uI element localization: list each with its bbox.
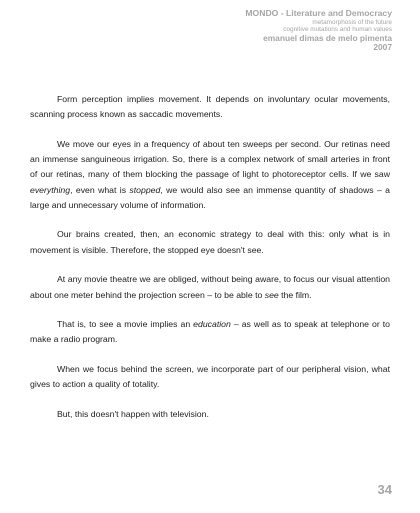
paragraph-7-text: But, this doesn't happen with television. bbox=[57, 409, 209, 420]
header-author: emanuel dimas de melo pimenta bbox=[263, 32, 392, 43]
header-subtitle-1: metamorphosis of the future bbox=[312, 18, 392, 26]
page-number: 34 bbox=[377, 482, 392, 497]
paragraph-4-emphasis: see bbox=[264, 289, 279, 300]
paragraph-1 bbox=[30, 92, 390, 122]
paragraph-2-text-b: , even what is bbox=[70, 184, 130, 195]
body-text bbox=[30, 92, 390, 422]
header-subtitle-2: cognitive mutations and human values bbox=[283, 26, 392, 34]
paragraph-5-text-a: That is, to see a movie implies an bbox=[57, 319, 194, 330]
header-year: 2007 bbox=[373, 42, 392, 53]
header-title: MONDO - Literature and Democracy bbox=[245, 8, 392, 18]
paragraph-2-text-c: , we would also see an immense quantity of shadows – a large and unnecessary volume of information. bbox=[30, 184, 390, 210]
paragraph-2-emphasis-1: everything bbox=[30, 184, 71, 195]
running-header bbox=[245, 9, 392, 53]
paragraph-5-emphasis: education bbox=[193, 319, 231, 330]
paragraph-2-text-a: We move our eyes in a frequency of about ten sweeps per second. Our retinas need an immense sanguineous irrigation. So, there is a complex network of small arteries in front of our retinas, many of them blocking the passage of light to photoreceptor cells. If we saw bbox=[30, 138, 390, 180]
paragraph-4-text-a: At any movie theatre we are obliged, without being aware, to focus our visual attention about one meter behind the projection screen – to be able to bbox=[30, 274, 390, 300]
paragraph-2-emphasis-2: stopped bbox=[129, 184, 161, 195]
paragraph-6 bbox=[30, 362, 390, 392]
paragraph-4-text-b: the film. bbox=[278, 289, 312, 300]
paragraph-3 bbox=[30, 227, 390, 257]
paragraph-7 bbox=[30, 407, 390, 422]
paragraph-5-text-b: – as well as to speak at telephone or to make a radio program. bbox=[30, 319, 390, 345]
paragraph-2 bbox=[30, 137, 390, 213]
paragraph-3-text: Our brains created, then, an economic strategy to deal with this: only what is in movement is visible. Therefore, the stopped eye doesn't see. bbox=[30, 229, 390, 255]
paragraph-4 bbox=[30, 272, 390, 302]
paragraph-5 bbox=[30, 317, 390, 347]
paragraph-6-text: When we focus behind the screen, we incorporate part of our peripheral vision, what gives to action a quality of totality. bbox=[30, 364, 390, 390]
paragraph-1-text: Form perception implies movement. It depends on involuntary ocular movements, scanning process known as saccadic movements. bbox=[30, 94, 390, 120]
